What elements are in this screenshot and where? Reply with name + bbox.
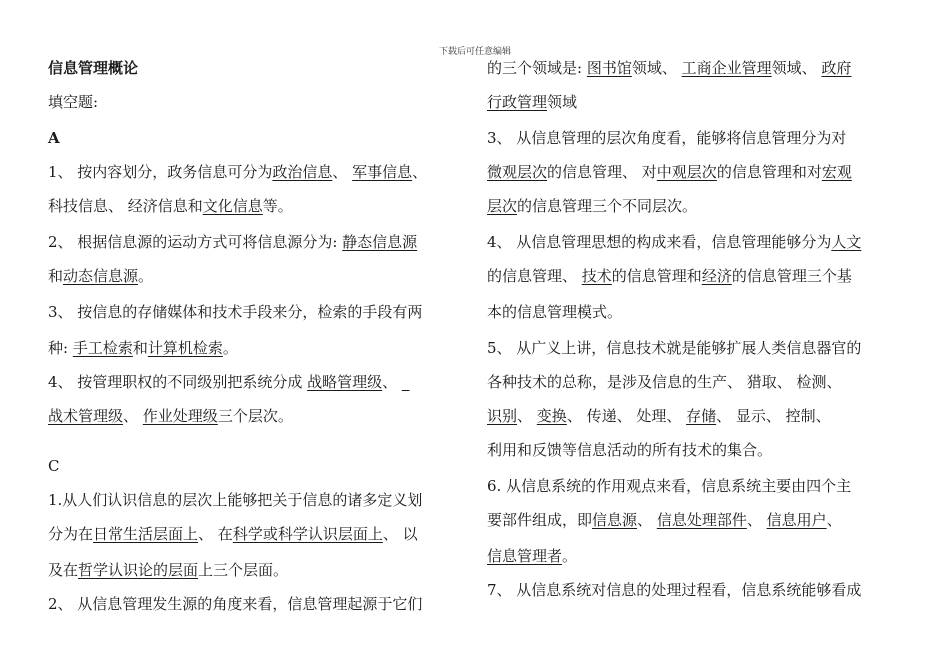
text-segment: 5、 从广义上讲，信息技术就是能够扩展人类信息器官的 [487, 339, 862, 357]
text-line [487, 406, 831, 426]
text-segment: 、 [517, 407, 537, 425]
filled-blank-answer: 信息管理者 [487, 547, 563, 565]
text-segment: 各种技术的总称，是涉及信息的生产、 猎取、 检测、 [487, 373, 842, 391]
filled-blank-answer: 变换 [536, 407, 567, 425]
text-segment: 本的信息管理模式。 [487, 303, 623, 321]
filled-blank-answer: 静态信息源 [342, 233, 418, 251]
filled-blank-answer: 行政管理 [487, 93, 548, 111]
text-line [487, 476, 851, 496]
text-segment: 和 [132, 339, 148, 357]
text-line [48, 162, 427, 182]
text-line [48, 594, 422, 614]
text-segment: 、 [382, 373, 402, 391]
text-segment: 上三个层面。 [198, 561, 289, 579]
text-segment: 及在 [48, 561, 79, 579]
text-segment: 领域 [547, 93, 578, 111]
text-line [48, 490, 422, 510]
text-segment: 领域、 [631, 59, 682, 77]
text-line [48, 338, 238, 358]
text-segment: 和 [48, 267, 64, 285]
filled-blank-answer: 中观层次 [656, 163, 717, 181]
text-segment: 4、 按管理职权的不同级别把系统分成 [48, 373, 308, 391]
page-header: 下载后可任意编辑 [438, 47, 511, 57]
text-segment: 的三个领域是: [487, 59, 587, 77]
text-segment: 1、 按内容划分，政务信息可分为 [48, 163, 273, 181]
text-segment: 、 传递、 处理、 [566, 407, 687, 425]
text-segment: 要部件组成，即 [487, 511, 593, 529]
text-segment: 等。 [262, 197, 293, 215]
text-segment: 3、 从信息管理的层次角度看，能够将信息管理分为对 [487, 129, 847, 147]
filled-blank-answer: 工商企业管理 [681, 59, 772, 77]
text-segment: 、 [123, 407, 143, 425]
text-segment: 的信息管理三个不同层次。 [517, 197, 698, 215]
filled-blank-answer: 人文 [831, 233, 862, 251]
filled-blank-answer: 作业处理级 [142, 407, 218, 425]
text-line [487, 338, 861, 358]
text-line [487, 546, 577, 566]
text-line [48, 58, 138, 78]
text-line [487, 440, 772, 460]
filled-blank-answer: 科学或科学认识层面上 [232, 525, 383, 543]
text-segment: 、 [637, 511, 657, 529]
filled-blank-answer: _ [401, 373, 410, 391]
filled-blank-answer: 技术 [581, 267, 612, 285]
filled-blank-answer: 微观层次 [487, 163, 548, 181]
text-segment: 、 [746, 511, 767, 529]
filled-blank-answer: 识别 [487, 407, 518, 425]
filled-blank-answer: 文化信息 [202, 197, 263, 215]
filled-blank-answer: 宏观 [821, 163, 852, 181]
text-segment: 4、 从信息管理思想的构成来看，信息管理能够分为 [487, 233, 832, 251]
filled-blank-answer: 经济 [701, 267, 732, 285]
text-segment: 的信息管理三个基 [731, 267, 852, 285]
text-line [48, 232, 417, 252]
filled-blank-answer: 哲学认识论的层面 [78, 561, 199, 579]
text-segment: 3、 按信息的存储媒体和技术手段来分，检索的手段有两 [48, 303, 423, 321]
text-segment: 分为在 [48, 525, 94, 543]
text-line [48, 406, 293, 426]
filled-blank-answer: 信息处理部件 [656, 511, 747, 529]
filled-blank-answer: 手工检索 [72, 339, 133, 357]
text-segment: 领域、 [771, 59, 822, 77]
text-line [48, 196, 293, 216]
filled-blank-answer: 政府 [821, 59, 852, 77]
text-line [487, 580, 861, 600]
text-line [48, 560, 288, 580]
filled-blank-answer: 层次 [487, 197, 518, 215]
text-line [48, 524, 418, 544]
text-segment: 。 [562, 547, 578, 565]
text-line [48, 128, 60, 148]
text-segment: 。 [222, 339, 238, 357]
text-line [487, 302, 622, 322]
filled-blank-answer: 政治信息 [272, 163, 333, 181]
filled-blank-answer: 信息用户 [766, 511, 827, 529]
text-segment: 的信息管理、 对 [547, 163, 657, 181]
text-segment: 的信息管理、 [487, 267, 582, 285]
text-segment: 、 在 [198, 525, 233, 543]
text-segment: 、 显示、 控制、 [716, 407, 831, 425]
filled-blank-answer: 日常生活层面上 [93, 525, 199, 543]
text-segment: 种: [48, 339, 73, 357]
text-segment: 科技信息、 经济信息和 [48, 197, 203, 215]
text-segment: C [48, 457, 60, 475]
text-line [48, 302, 422, 322]
text-line [487, 196, 697, 216]
text-segment: 、 [826, 511, 842, 529]
text-line [487, 372, 842, 392]
text-segment: 的信息管理和 [611, 267, 702, 285]
text-line [487, 162, 852, 182]
text-line [48, 266, 153, 286]
text-segment: 7、 从信息系统对信息的处理过程看，信息系统能够看成 [487, 581, 862, 599]
text-segment: 利用和反馈等信息活动的所有技术的集合。 [487, 441, 773, 459]
text-segment: 6. 从信息系统的作用观点来看，信息系统主要由四个主 [487, 477, 852, 495]
text-segment: 、 以 [382, 525, 418, 543]
text-line [487, 128, 846, 148]
text-segment: 填空题: [48, 93, 99, 111]
text-segment: 、 [412, 163, 428, 181]
text-segment: 、 [332, 163, 353, 181]
text-line [487, 510, 842, 530]
text-line [487, 232, 861, 252]
text-line [48, 456, 59, 476]
filled-blank-answer: 战略管理级 [307, 373, 383, 391]
text-segment: A [48, 129, 60, 147]
text-segment: 1.从人们认识信息的层次上能够把关于信息的诸多定义划 [48, 491, 423, 509]
text-line [48, 372, 409, 392]
text-line [487, 266, 852, 286]
text-segment: 的信息管理和对 [716, 163, 822, 181]
text-line [487, 58, 851, 78]
text-segment: 信息管理概论 [48, 59, 139, 77]
filled-blank-answer: 信息源 [592, 511, 638, 529]
filled-blank-answer: 存储 [686, 407, 717, 425]
filled-blank-answer: 图书馆 [586, 59, 632, 77]
text-segment: 。 [138, 267, 154, 285]
text-segment: 2、 从信息管理发生源的角度来看，信息管理起源于它们 [48, 595, 423, 613]
filled-blank-answer: 军事信息 [352, 163, 413, 181]
filled-blank-answer: 动态信息源 [63, 267, 139, 285]
filled-blank-answer: 计算机检索 [147, 339, 223, 357]
text-line [487, 92, 577, 112]
text-line [48, 92, 98, 112]
filled-blank-answer: 战术管理级 [48, 407, 124, 425]
text-segment: 2、 根据信息源的运动方式可将信息源分为: [48, 233, 343, 251]
text-segment: 三个层次。 [217, 407, 293, 425]
